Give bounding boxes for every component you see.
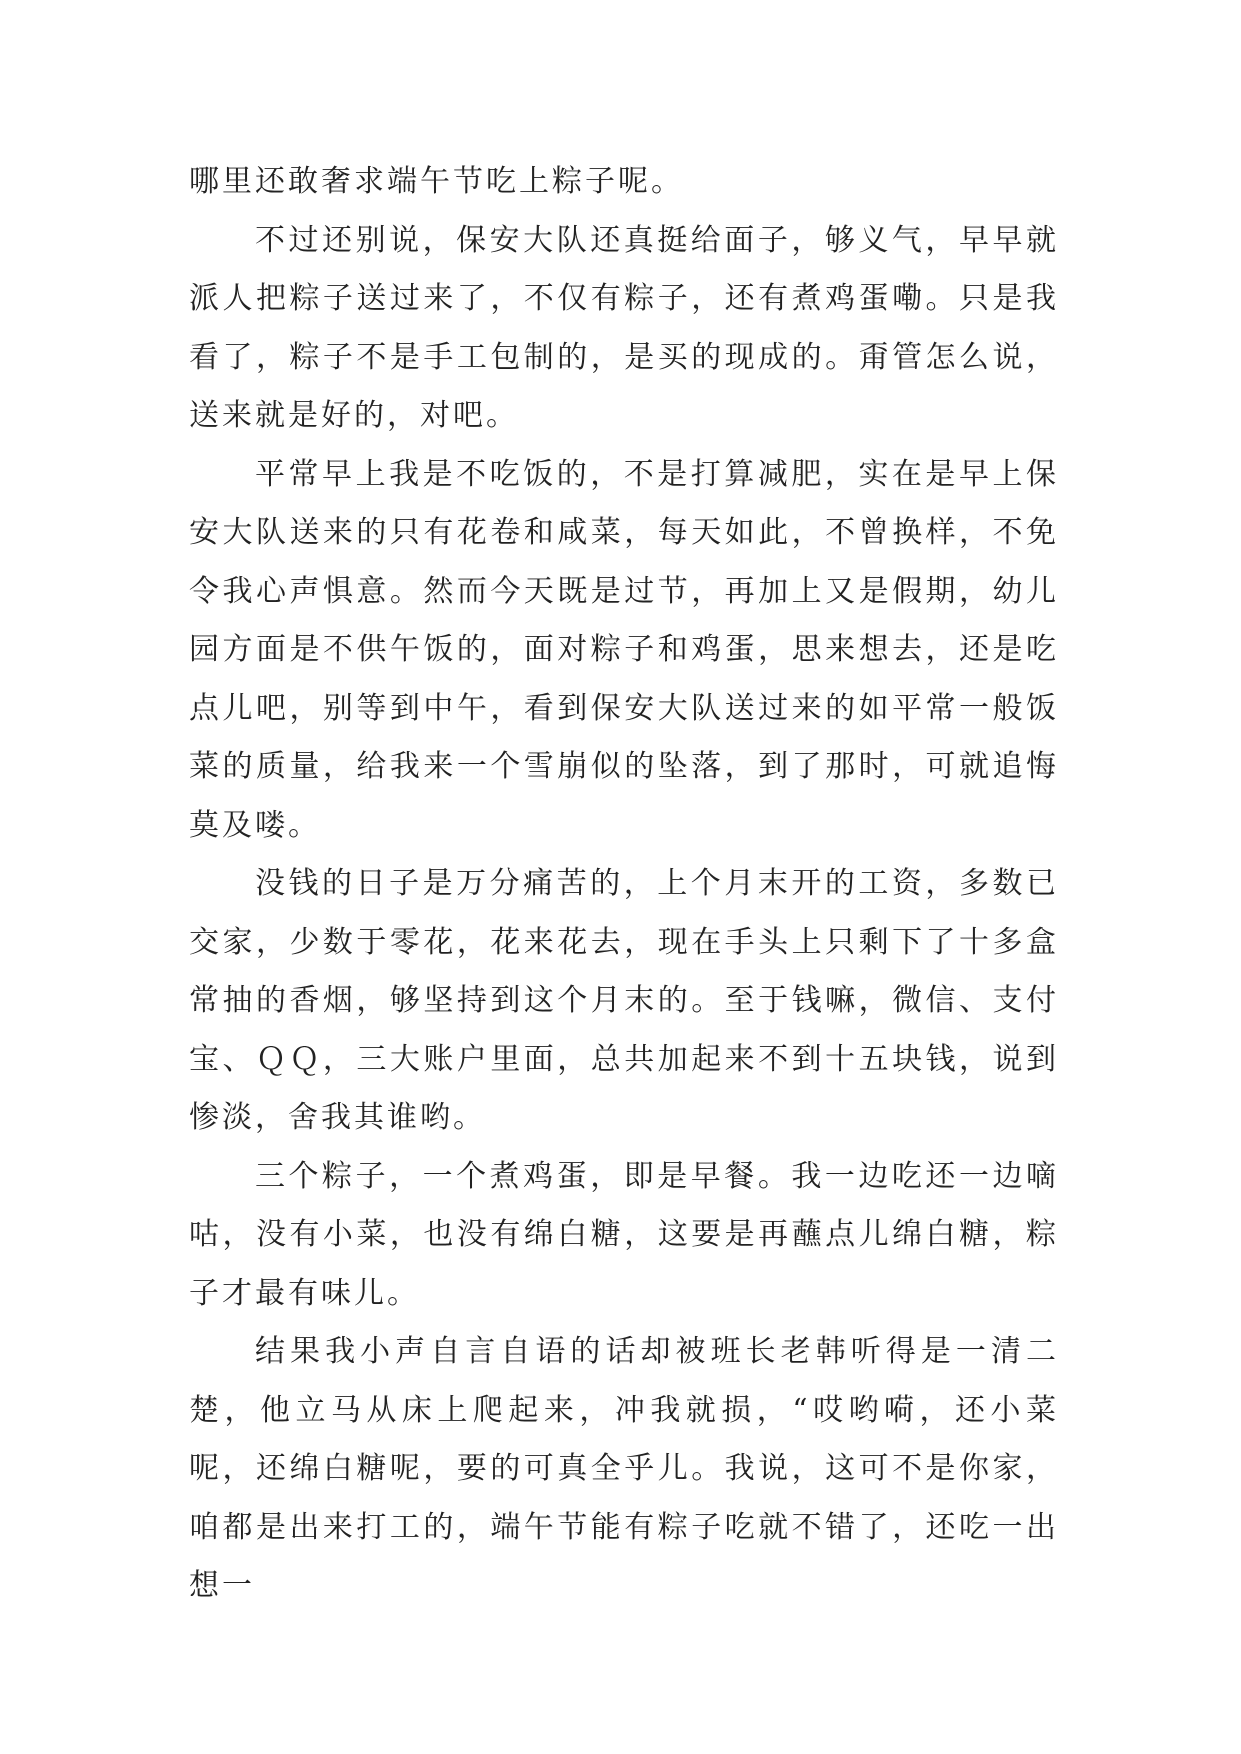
document-body [189,153,1059,1616]
paragraph: 结果我小声自言自语的话却被班长老韩听得是一清二楚，他立马从床上爬起来，冲我就损，“哎哟嗬，还小菜呢，还绵白糖呢，要的可真全乎儿。我说，这可不是你家，咱都是出来打工的，端午节能有粽子吃就不错了，还吃一出想一 [189,1334,1059,1603]
paragraph: 不过还别说，保安大队还真挺给面子，够义气，早早就派人把粽子送过来了，不仅有粽子，还有煮鸡蛋嘞。只是我看了，粽子不是手工包制的，是买的现成的。甭管怎么说，送来就是好的，对吧。 [189,222,1059,433]
paragraph: 三个粽子，一个煮鸡蛋，即是早餐。我一边吃还一边嘀咕，没有小菜，也没有绵白糖，这要是再蘸点儿绵白糖，粽子才最有味儿。 [189,1158,1059,1311]
paragraph: 没钱的日子是万分痛苦的，上个月末开的工资，多数已交家，少数于零花，花来花去，现在手头上只剩下了十多盒常抽的香烟，够坚持到这个月末的。至于钱嘛，微信、支付宝、ＱＱ，三大账户里面，总共加起来不到十五块钱，说到惨淡，舍我其谁哟。 [189,866,1059,1135]
paragraph: 哪里还敢奢求端午节吃上粽子呢。 [189,164,684,199]
paragraph: 平常早上我是不吃饭的，不是打算减肥，实在是早上保安大队送来的只有花卷和咸菜，每天如此，不曾换样，不免令我心声惧意。然而今天既是过节，再加上又是假期，幼儿园方面是不供午饭的，面对粽子和鸡蛋，思来想去，还是吃点儿吧，别等到中午，看到保安大队送过来的如平常一般饭菜的质量，给我来一个雪崩似的坠落，到了那时，可就追悔莫及喽。 [189,456,1059,843]
